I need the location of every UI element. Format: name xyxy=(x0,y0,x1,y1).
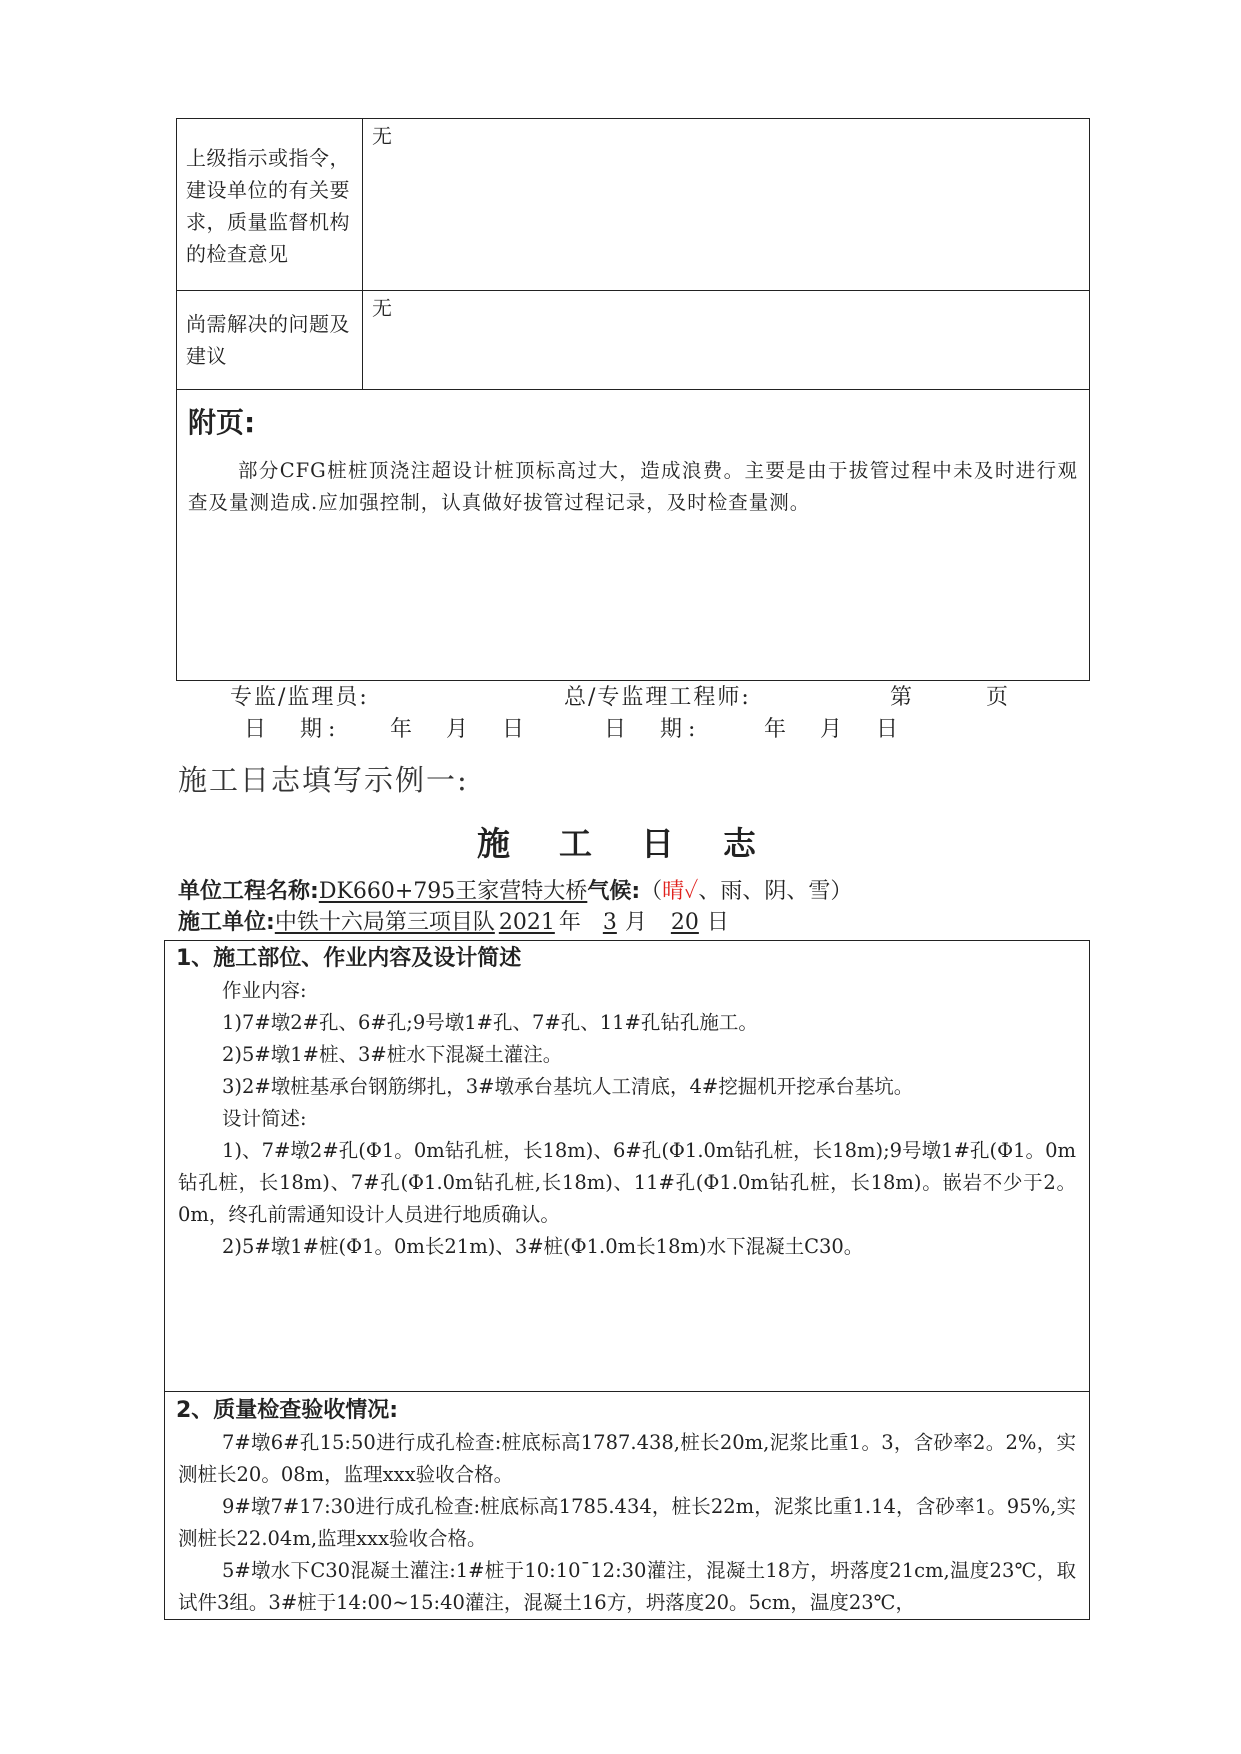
project-label: 单位工程名称: xyxy=(178,879,319,904)
inspection-paragraph-3: 5#墩水下C30混凝土灌注:1#桩于10:10¯12:30灌注，混凝土18方，坍落度21cm,温度23℃，取试件3组。3#桩于14:00~15:40灌注，混凝土16方，坍落度20。5cm，温度23℃， xyxy=(178,1559,1076,1614)
log-table-row-line xyxy=(164,1391,1090,1392)
log-title: 施 工 日 志 xyxy=(477,824,764,863)
year-value: 2021 xyxy=(498,910,555,935)
supervisor-date-label: 日 期: xyxy=(244,717,342,742)
supervisor-label: 专监/监理员: xyxy=(230,685,369,710)
issues-label: 尚需解决的问题及建议 xyxy=(186,312,350,368)
inspection-paragraph-2: 9#墩7#17:30进行成孔检查:桩底标高1785.434，桩长22m，泥浆比重1.14，含砂率1。95%,实测桩长22.04m,监理xxx验收合格。 xyxy=(178,1495,1076,1550)
example-heading: 施工日志填写示例一: xyxy=(178,763,469,797)
day-suffix: 日 xyxy=(706,910,729,935)
day-value: 20 xyxy=(670,910,699,935)
project-line xyxy=(178,877,852,907)
supervisor-date-fields: 年 月 日 xyxy=(390,717,531,742)
inspection-paragraph-1: 7#墩6#孔15:50进行成孔检查:桩底标高1787.438,桩长20m,泥浆比重1。3，含砂率2。2%，实测桩长20。08m，监理xxx验收合格。 xyxy=(178,1431,1076,1486)
page-number-label: 第 页 xyxy=(890,685,1019,710)
upper-table-row-line-1 xyxy=(176,290,1090,291)
upper-table-divider xyxy=(362,118,363,390)
month-value: 3 xyxy=(602,910,617,935)
work-item-1: 1)7#墩2#孔、6#孔;9号墩1#孔、7#孔、11#孔钻孔施工。 xyxy=(222,1011,758,1034)
design-summary-label: 设计简述: xyxy=(222,1107,307,1130)
work-content-label: 作业内容: xyxy=(222,979,307,1002)
engineer-date-label: 日 期: xyxy=(604,717,702,742)
engineer-date-fields: 年 月 日 xyxy=(764,717,905,742)
upper-table-row-line-2 xyxy=(176,389,1090,390)
month-suffix: 月 xyxy=(624,910,647,935)
year-suffix: 年 xyxy=(558,910,581,935)
unit-name: 中铁十六局第三项目队 xyxy=(274,910,495,935)
project-name: DK660+795王家营特大桥 xyxy=(318,879,588,904)
design-item-1: 1)、7#墩2#孔(Φ1。0m钻孔桩，长18m)、6#孔(Φ1.0m钻孔桩，长18m);9号墩1#孔(Φ1。0m钻孔桩，长18m)、7#孔(Φ1.0m钻孔桩,长18m)、11#孔(Φ1.0m钻孔桩，长18m)。嵌岩不少于2。0m，终孔前需通知设计人员进行地质确认。 xyxy=(178,1139,1076,1226)
chief-engineer-label: 总/专监理工程师: xyxy=(564,685,751,710)
work-item-2: 2)5#墩1#桩、3#桩水下混凝土灌注。 xyxy=(222,1043,563,1066)
weather-options: 、雨、阴、雪） xyxy=(698,879,853,904)
instructions-value: 无 xyxy=(372,124,392,148)
instructions-label: 上级指示或指令，建设单位的有关要求，质量监督机构的检查意见 xyxy=(186,146,350,266)
issues-value: 无 xyxy=(372,296,392,320)
weather-sunny-checked: 晴✓ xyxy=(662,879,699,904)
design-item-2: 2)5#墩1#桩(Φ1。0m长21m)、3#桩(Φ1.0m长18m)水下混凝土C30。 xyxy=(222,1235,864,1258)
attachment-title: 附页: xyxy=(188,406,256,439)
attachment-text: 部分CFG桩桩顶浇注超设计桩顶标高过大，造成浪费。主要是由于拔管过程中未及时进行观查及量测造成.应加强控制，认真做好拔管过程记录，及时检查量测。 xyxy=(188,459,1078,514)
work-item-3: 3)2#墩桩基承台钢筋绑扎，3#墩承台基坑人工清底，4#挖掘机开挖承台基坑。 xyxy=(222,1075,914,1098)
unit-line xyxy=(178,908,729,938)
weather-open: （ xyxy=(640,879,663,904)
section2-title: 2、质量检查验收情况: xyxy=(176,1398,399,1423)
unit-label: 施工单位: xyxy=(178,910,275,935)
section1-title: 1、施工部位、作业内容及设计简述 xyxy=(176,946,522,971)
weather-label: 气候: xyxy=(587,879,641,904)
